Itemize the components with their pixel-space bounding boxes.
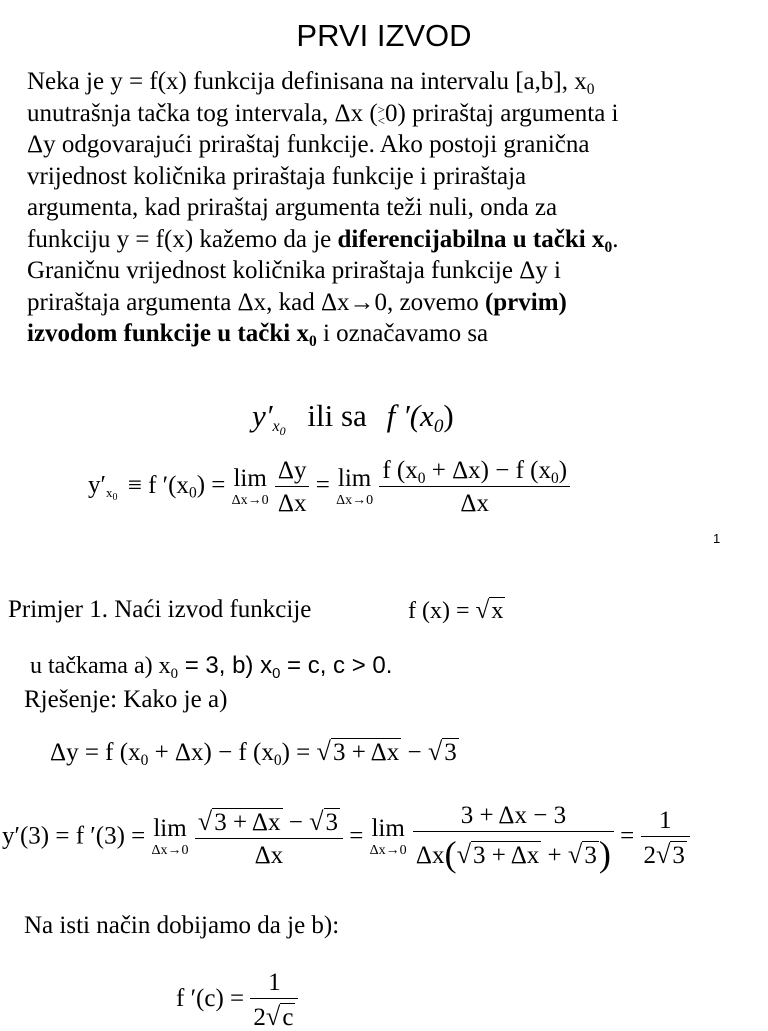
paragraph-line: unutrašnja tačka tog intervala, Δx ( > < 0) priraštaj argumenta i — [27, 99, 619, 128]
paragraph-line: argumenta, kad priraštaj argumenta teži nuli, onda za — [27, 194, 558, 221]
delta-y-formula: Δy = f $(x_0 + \Delta x) - f$ $(x_0) = √3 + \Delta x - √3$ — [50, 737, 457, 769]
fraction: $\frac{f (x_0 + \Delta x) - f (x_0)}{\Delta x}$ — [379, 458, 570, 516]
fraction: $\frac{√3 + \Delta x - √3}{\Delta x}$ — [195, 808, 343, 868]
fraction: $\frac{1}{2√c}$ — [250, 970, 298, 1030]
paragraph-line: Δy odgovarajući priraštaj funkcije. Ako postoji granična — [27, 131, 590, 158]
paragraph-line: izvodom funkcije u tački $x_0$ i označavamo sa — [27, 320, 489, 350]
derivative-notation: $y'_{x_0}$ ili sa f $'(x_0)$ — [252, 398, 454, 438]
paragraph-line: priraštaja argumenta Δx, kad Δx→0, zovemo (prvim) — [27, 288, 567, 316]
greater-less-symbol: > < — [377, 101, 386, 128]
fraction: $\frac{1}{2√3}$ — [641, 808, 690, 868]
paragraph-line: funkciju y = f(x) kažemo da je diferencijabilna u tački $x_0$. — [27, 225, 619, 256]
limit-operator: lim Δx→0 — [151, 815, 189, 859]
slide-title: PRVI IZVOD — [296, 18, 472, 53]
derivative-at-3-formula: y′(3) = f ′(3) = lim Δx→0 $\frac{√3 + \Delta x - √3}{\Delta x}$ = lim Δx→0 $\frac{3 + \Delta x - 3}{\Delta x(√3 + \Delta x + √3)}$ = $\frac{1}{2√3}$ — [2, 803, 690, 872]
page-number: 1 — [713, 531, 721, 546]
derivative-definition-formula: $y'_{x_0} \equiv f$ $'(x_0)$ = lim Δx→0 $\frac{\Delta y}{\Delta x}$ = lim Δx→0 $\frac{f (x_0 + \Delta x) - f (x_0)}{\Delta x}$ — [88, 458, 570, 516]
points-line: u tačkama a) $x_0 = 3$, b) $x_0 = c$, c > 0. — [30, 652, 393, 682]
paragraph-line: Neka je y = f(x) funkcija definisana na intervalu [a,b], $x_0$ — [27, 68, 595, 98]
paragraph-line: Graničnu vrijednost količnika priraštaja funkcije Δy i — [27, 257, 561, 284]
limit-operator: lim Δx→0 — [231, 464, 269, 508]
definition-paragraph — [27, 66, 742, 350]
limit-operator: lim Δx→0 — [336, 464, 374, 508]
limit-operator: lim Δx→0 — [369, 815, 407, 859]
fraction: $\frac{\Delta y}{\Delta x}$ — [275, 458, 310, 516]
derivative-at-c-formula: f ′(c) = $\frac{1}{2√c}$ — [176, 970, 298, 1030]
paragraph-line: vrijednost količnika priraštaja funkcije i priraštaja — [27, 162, 527, 190]
function-formula: f (x) = √x — [408, 597, 504, 624]
same-way-text: Na isti način dobijamo da je b): — [24, 912, 340, 939]
fraction: $\frac{3 + \Delta x - 3}{\Delta x(√3 + \Delta x + √3)}$ — [413, 803, 614, 872]
solution-label: Rješenje: Kako je a) — [24, 686, 228, 713]
example-intro: Primjer 1. Naći izvod funkcije — [8, 596, 312, 623]
